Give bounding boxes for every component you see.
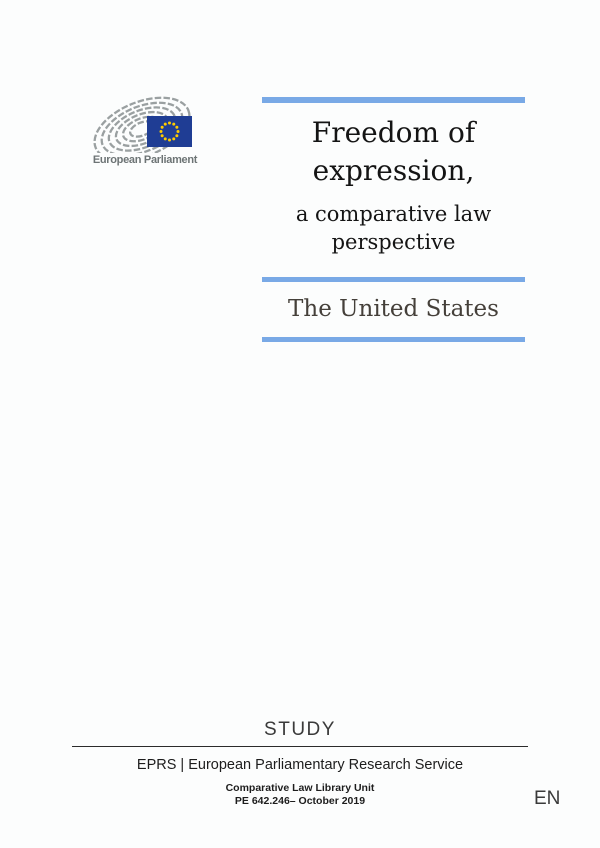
document-subtitle: a comparative law perspective (295, 202, 492, 255)
language-code: EN (534, 788, 561, 809)
ep-hemicycle-icon (92, 91, 198, 153)
footer-divider (72, 746, 528, 747)
title-rule-middle (262, 277, 525, 282)
service-line: EPRS | European Parliamentary Research Service (136, 757, 464, 773)
title-rule-top (262, 97, 525, 103)
reference-line: PE 642.246– October 2019 (234, 795, 366, 807)
european-parliament-logo (92, 91, 198, 166)
eu-flag-icon (147, 116, 192, 147)
country-title: The United States (288, 296, 499, 322)
logo-caption: European Parliament (92, 154, 198, 166)
unit-line: Comparative Law Library Unit (225, 782, 375, 794)
study-label: STUDY (264, 719, 336, 740)
document-title: Freedom of expression, (311, 116, 476, 187)
title-rule-bottom (262, 337, 525, 342)
